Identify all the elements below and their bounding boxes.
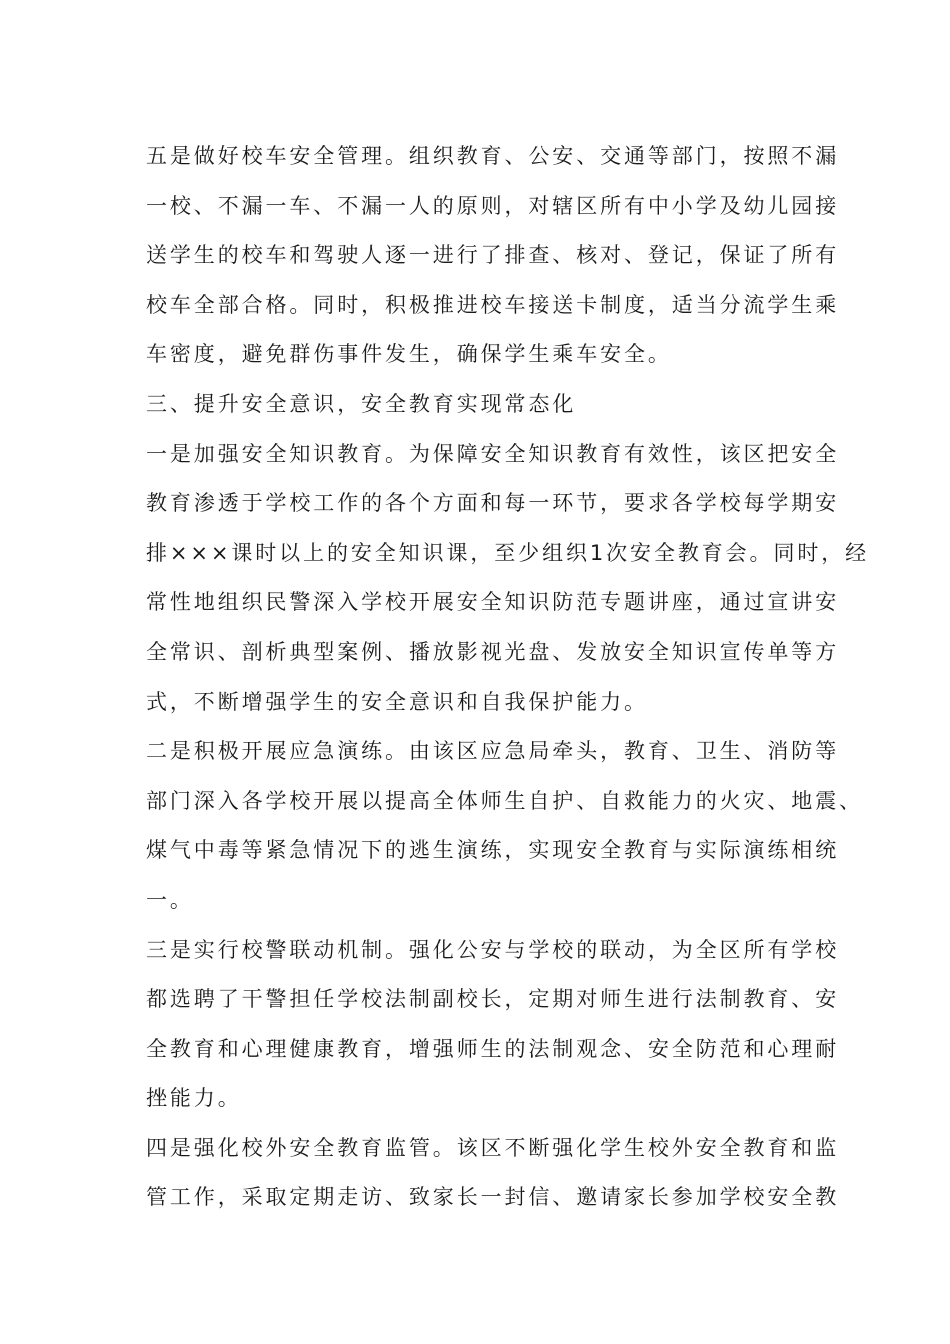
text-line: 全常识、剖析典型案例、播放影视光盘、发放安全知识宣传单等方 [146, 639, 840, 664]
text-line: 管工作，采取定期走访、致家长一封信、邀请家长参加学校安全教 [146, 1185, 840, 1210]
text-line: 教育渗透于学校工作的各个方面和每一环节，要求各学校每学期安 [146, 491, 840, 516]
text-line: 全教育和心理健康教育，增强师生的法制观念、安全防范和心理耐 [146, 1036, 840, 1061]
text-line: 一是加强安全知识教育。为保障安全知识教育有效性，该区把安全 [146, 441, 840, 466]
text-line: 三是实行校警联动机制。强化公安与学校的联动，为全区所有学校 [146, 937, 840, 962]
text-line: 一。 [146, 887, 194, 912]
text-line: 校车全部合格。同时，积极推进校车接送卡制度，适当分流学生乘 [146, 292, 840, 317]
text-line: 挫能力。 [146, 1086, 242, 1111]
text-line: 部门深入各学校开展以提高全体师生自护、自救能力的火灾、地震、 [146, 788, 863, 813]
text-line: 常性地组织民警深入学校开展安全知识防范专题讲座，通过宣讲安 [146, 590, 840, 615]
document-body [146, 132, 870, 1223]
text-line: 送学生的校车和驾驶人逐一进行了排查、核对、登记，保证了所有 [146, 243, 840, 268]
text-line: 煤气中毒等紧急情况下的逃生演练，实现安全教育与实际演练相统 [146, 838, 840, 863]
text-line: 车密度，避免群伤事件发生，确保学生乘车安全。 [146, 342, 672, 367]
text-line: 都选聘了干警担任学校法制副校长，定期对师生进行法制教育、安 [146, 987, 840, 1012]
text-line: 二是积极开展应急演练。由该区应急局牵头，教育、卫生、消防等 [146, 739, 840, 764]
text-line: 四是强化校外安全教育监管。该区不断强化学生校外安全教育和监 [146, 1135, 840, 1160]
section-heading: 三、提升安全意识，安全教育实现常态化 [146, 391, 577, 416]
text-line: 式，不断增强学生的安全意识和自我保护能力。 [146, 689, 648, 714]
text-line: 一校、不漏一车、不漏一人的原则，对辖区所有中小学及幼儿园接 [146, 193, 840, 218]
text-line: 五是做好校车安全管理。组织教育、公安、交通等部门，按照不漏 [146, 144, 840, 168]
text-line: 排×××课时以上的安全知识课，至少组织1次安全教育会。同时，经 [146, 540, 870, 565]
